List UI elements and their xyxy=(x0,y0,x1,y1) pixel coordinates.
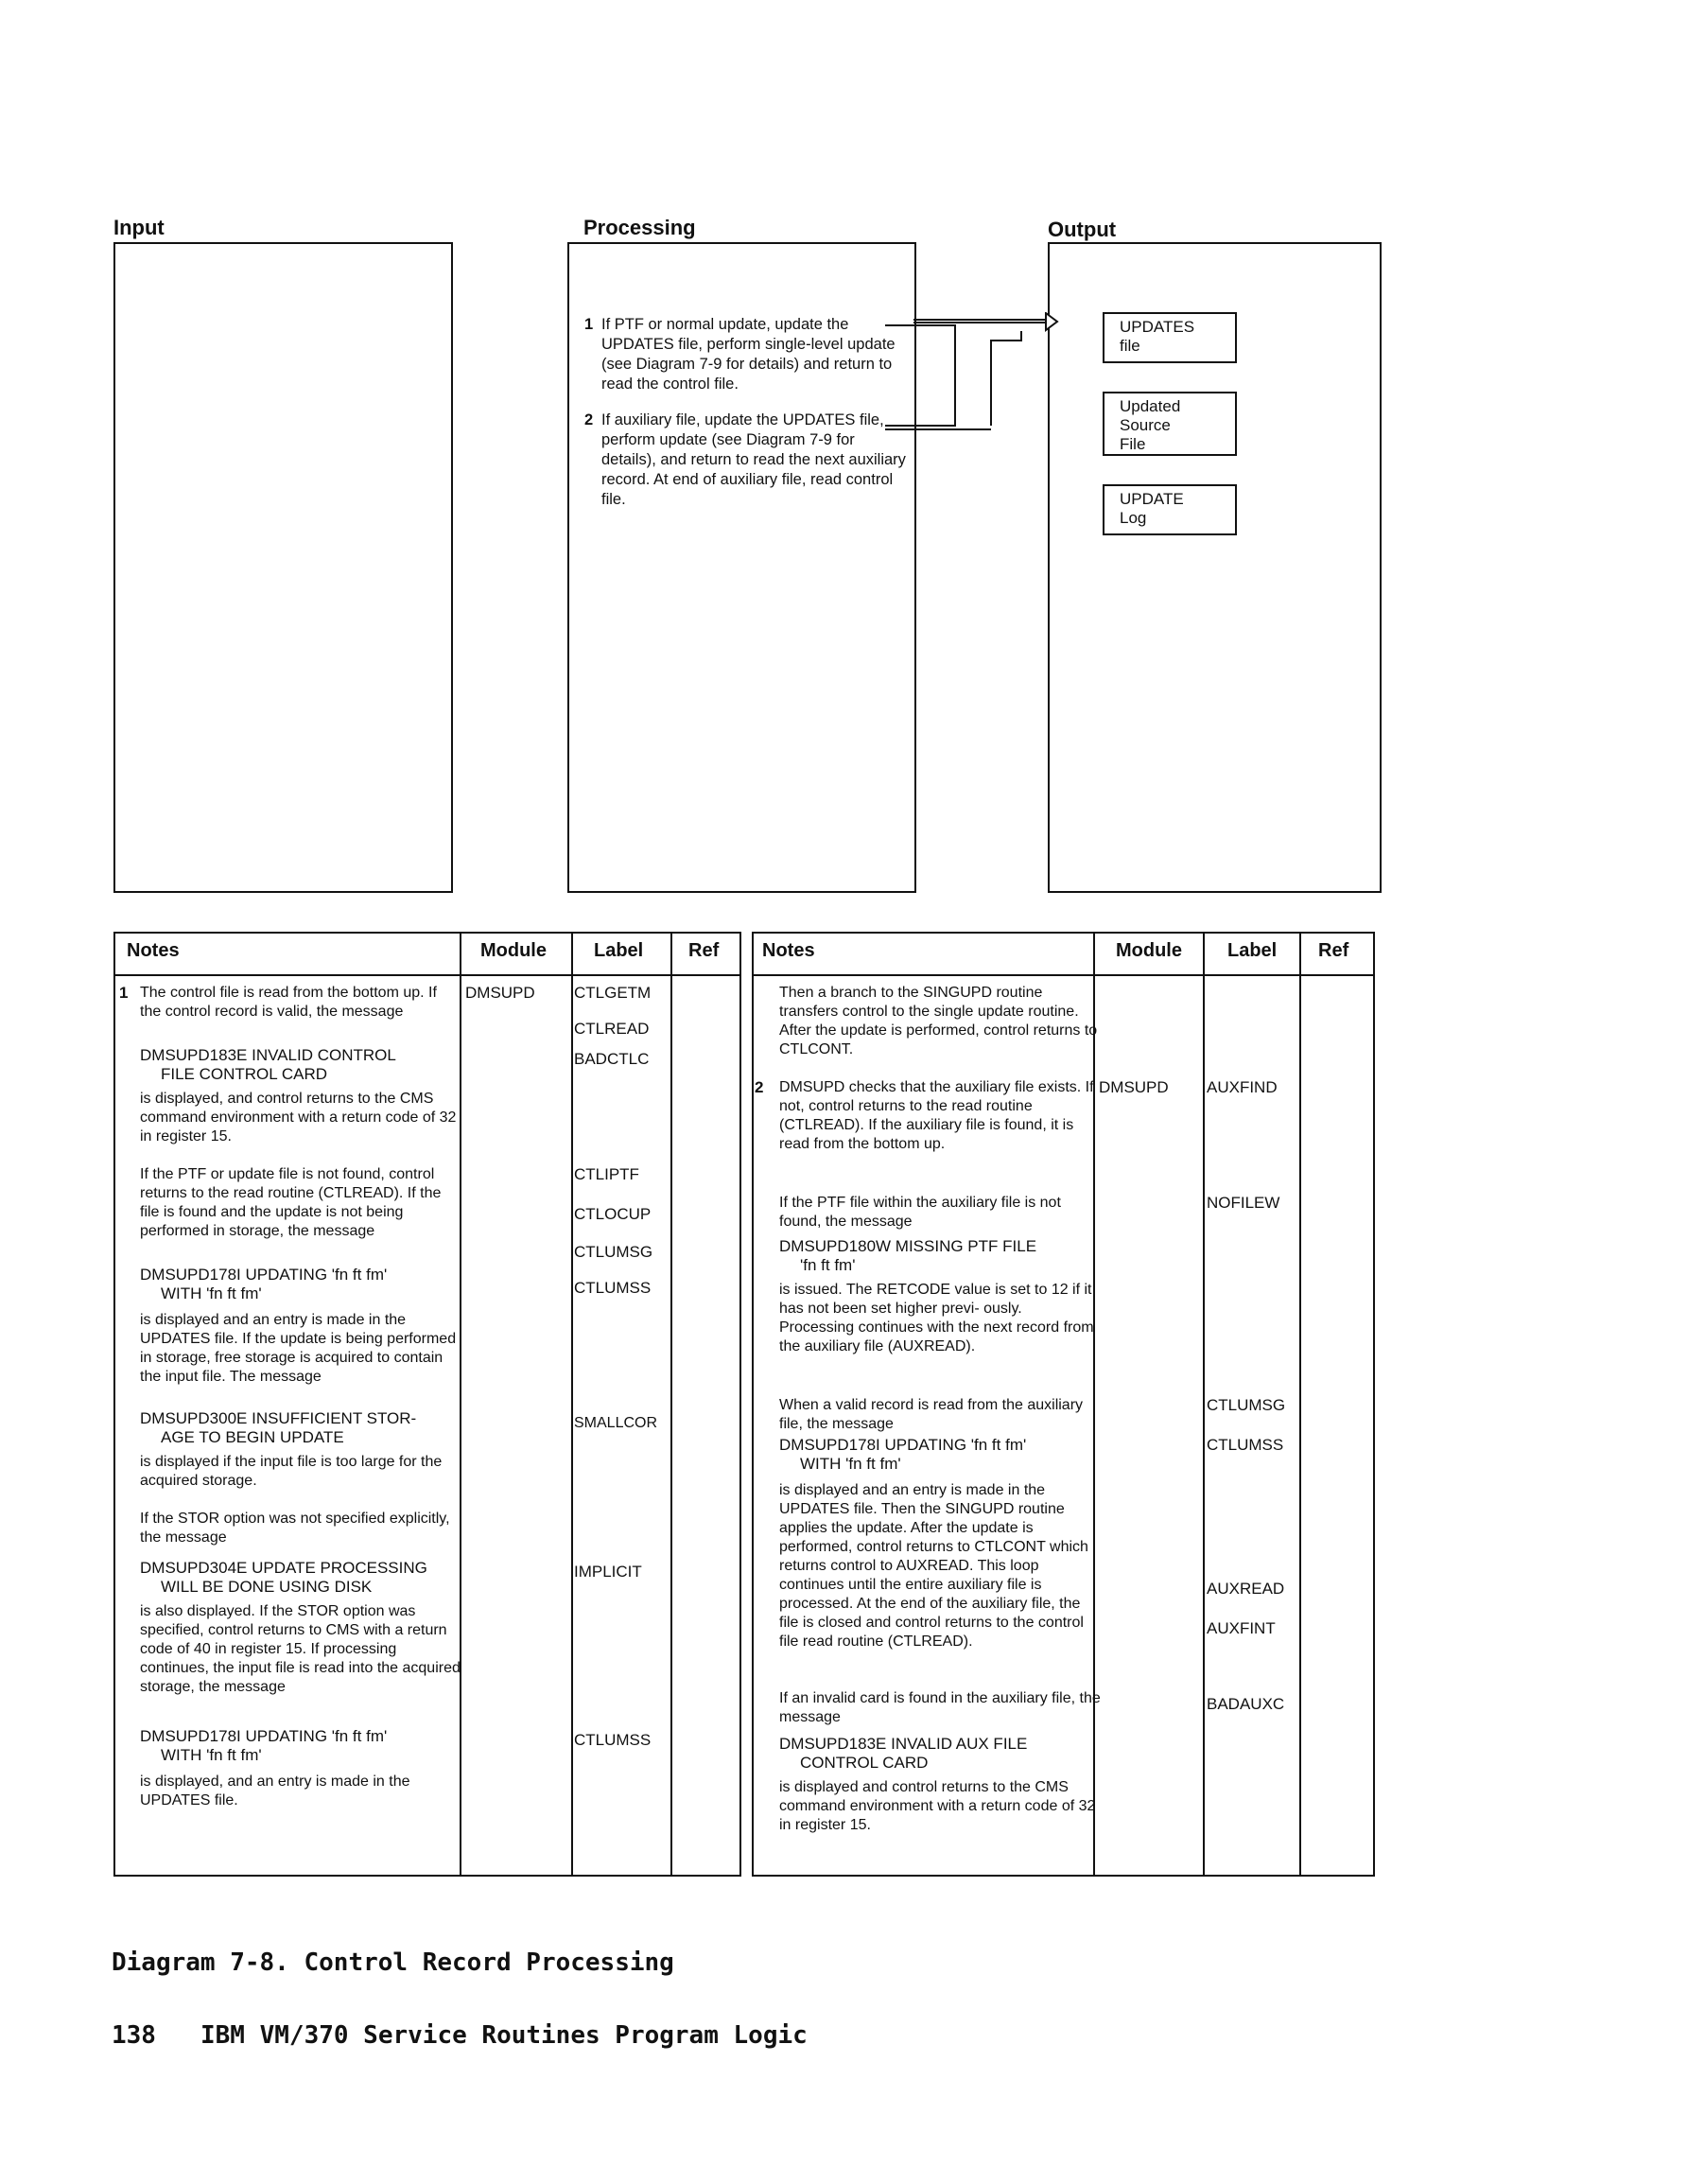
message-text: AGE TO BEGIN UPDATE xyxy=(161,1428,344,1446)
label-name: CTLOCUP xyxy=(574,1205,652,1223)
output-line: Source xyxy=(1120,416,1171,434)
note-text: When a valid record is read from the auxiliary file, the message xyxy=(779,1397,1084,1432)
table-divider xyxy=(1299,932,1301,1877)
note-text: The control file is read from the bottom up. If the control record is valid, the message xyxy=(140,985,437,1020)
message-text: DMSUPD183E INVALID AUX FILE xyxy=(779,1735,1028,1753)
module-name: DMSUPD xyxy=(465,984,535,1002)
processing-step-2 xyxy=(584,411,906,510)
label-name: NOFILEW xyxy=(1207,1194,1280,1212)
table-divider xyxy=(571,932,573,1877)
label-name: BADAUXC xyxy=(1207,1695,1285,1713)
note-text: is displayed if the input file is too large for the acquired storage. xyxy=(140,1454,443,1489)
label-name: CTLREAD xyxy=(574,1020,650,1038)
message-text: DMSUPD183E INVALID CONTROL xyxy=(140,1046,396,1064)
page-number: 138 xyxy=(112,2021,156,2050)
label-name: CTLUMSG xyxy=(574,1243,653,1261)
output-updated-source-file xyxy=(1103,392,1237,456)
message-text: WITH 'fn ft fm' xyxy=(800,1455,901,1473)
left-notes-header: Notes xyxy=(127,940,180,961)
flow-arrow-icon xyxy=(879,312,1059,445)
output-updates-file xyxy=(1103,312,1237,363)
right-label-header: Label xyxy=(1227,940,1278,961)
step-text: If PTF or normal update, update the UPDATES file, perform single-level update (see Diagram 7-9 for details) and return to read the control file. xyxy=(601,316,896,393)
note-text: is also displayed. If the STOR option was specified, control returns to CMS with a return code of 40 in register 15. If processing continues, the input file is read into the acquired storage, the message xyxy=(140,1603,461,1695)
message-text: WITH 'fn ft fm' xyxy=(161,1284,262,1302)
message-text: DMSUPD300E INSUFFICIENT STOR- xyxy=(140,1409,417,1427)
output-line: File xyxy=(1120,435,1146,453)
label-name: CTLUMSS xyxy=(1207,1436,1284,1454)
step-number: 2 xyxy=(584,411,594,428)
output-line: UPDATE xyxy=(1120,490,1184,508)
table-divider xyxy=(670,932,672,1877)
message-text: DMSUPD304E UPDATE PROCESSING xyxy=(140,1559,427,1577)
right-module-header: Module xyxy=(1116,940,1182,961)
left-ref-header: Ref xyxy=(688,940,720,961)
right-ref-header: Ref xyxy=(1318,940,1349,961)
left-module-header: Module xyxy=(480,940,547,961)
step-text: If auxiliary file, update the UPDATES file, perform update (see Diagram 7-9 for details), and return to read the next auxiliary record. At end of auxiliary file, read control file. xyxy=(601,411,906,508)
output-update-log xyxy=(1103,484,1237,535)
note-text: is displayed, and control returns to the CMS command environment with a return code of 32 in register 15. xyxy=(140,1091,457,1144)
message-text: DMSUPD180W MISSING PTF FILE xyxy=(779,1237,1037,1255)
processing-step-1 xyxy=(584,315,913,394)
label-name: IMPLICIT xyxy=(574,1563,642,1581)
label-name: CTLGETM xyxy=(574,984,652,1002)
note-text: is displayed, and an entry is made in the UPDATES file. xyxy=(140,1773,410,1808)
label-name: AUXFINT xyxy=(1207,1619,1276,1637)
note-text: If the PTF or update file is not found, control returns to the read routine (CTLREAD). If the file is found and the update is not being performed in storage, the message xyxy=(140,1166,442,1239)
message-text: DMSUPD178I UPDATING 'fn ft fm' xyxy=(140,1266,388,1284)
note-text: is displayed and an entry is made in the UPDATES file. If the update is being performed in storage, free storage is acquired to contain the input file. The message xyxy=(140,1312,457,1385)
table-divider xyxy=(113,974,741,976)
label-name: CTLUMSS xyxy=(574,1279,652,1297)
output-line: Log xyxy=(1120,509,1147,527)
message-text: CONTROL CARD xyxy=(800,1754,929,1772)
note-number: 2 xyxy=(755,1078,764,1096)
label-name: CTLUMSS xyxy=(574,1731,652,1749)
note-text: DMSUPD checks that the auxiliary file exists. If not, control returns to the read routine (CTLREAD). If the auxiliary file is found, it is read from the bottom up. xyxy=(779,1079,1094,1152)
note-text: If an invalid card is found in the auxiliary file, the message xyxy=(779,1690,1101,1725)
right-notes-header: Notes xyxy=(762,940,815,961)
input-panel xyxy=(113,242,453,893)
label-name: CTLIPTF xyxy=(574,1165,639,1183)
message-text: WILL BE DONE USING DISK xyxy=(161,1578,373,1596)
diagram-caption: Diagram 7-8. Control Record Processing xyxy=(112,1948,674,1977)
table-divider xyxy=(752,974,1375,976)
output-header: Output xyxy=(1048,218,1117,241)
processing-header: Processing xyxy=(583,216,696,239)
table-divider xyxy=(1203,932,1205,1877)
note-text: If the STOR option was not specified explicitly, the message xyxy=(140,1511,450,1546)
label-name: AUXFIND xyxy=(1207,1078,1278,1096)
note-text: is issued. The RETCODE value is set to 12 if it has not been set higher previ- ously. Processing continues with the next record from the auxiliary file (AUXREAD). xyxy=(779,1282,1094,1354)
message-text: 'fn ft fm' xyxy=(800,1256,856,1274)
label-name: CTLUMSG xyxy=(1207,1396,1286,1414)
label-name: AUXREAD xyxy=(1207,1580,1285,1598)
label-name: SMALLCOR xyxy=(574,1415,658,1431)
message-text: WITH 'fn ft fm' xyxy=(161,1746,262,1764)
note-text: is displayed and an entry is made in the UPDATES file. Then the SINGUPD routine applies the update. After the update is performed, control returns to CTLCONT which returns control to AUXREAD. This loop continues until the entire auxiliary file is processed. At the end of the auxiliary file, the file is closed and control returns to the control file read routine (CTLREAD). xyxy=(779,1482,1088,1650)
note-number: 1 xyxy=(119,984,129,1002)
left-label-header: Label xyxy=(594,940,644,961)
output-line: UPDATES xyxy=(1120,318,1195,336)
message-text: FILE CONTROL CARD xyxy=(161,1065,328,1083)
note-text: is displayed and control returns to the CMS command environment with a return code of 32 in register 15. xyxy=(779,1779,1096,1833)
label-name: BADCTLC xyxy=(574,1050,650,1068)
step-number: 1 xyxy=(584,316,594,333)
note-text: If the PTF file within the auxiliary file is not found, the message xyxy=(779,1195,1061,1230)
output-line: Updated xyxy=(1120,397,1181,415)
input-header: Input xyxy=(113,216,165,239)
message-text: DMSUPD178I UPDATING 'fn ft fm' xyxy=(779,1436,1027,1454)
output-line: file xyxy=(1120,337,1140,355)
note-text: Then a branch to the SINGUPD routine transfers control to the single update routine. After the update is performed, control returns to CTLCONT. xyxy=(779,985,1098,1057)
message-text: DMSUPD178I UPDATING 'fn ft fm' xyxy=(140,1727,388,1745)
footer-title: IBM VM/370 Service Routines Program Logic xyxy=(200,2021,808,2050)
module-name: DMSUPD xyxy=(1099,1078,1169,1096)
